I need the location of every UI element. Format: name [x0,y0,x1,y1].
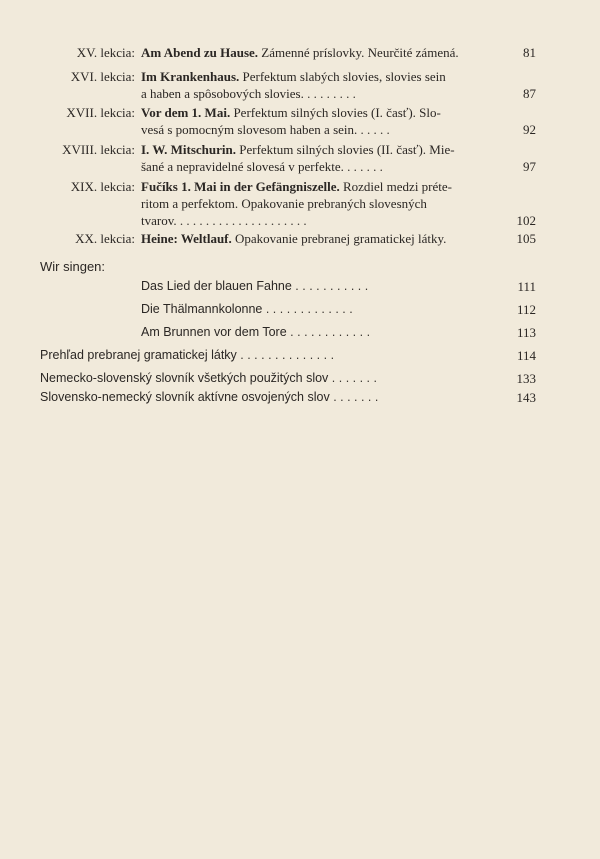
lesson-description [141,104,501,138]
lesson-topic-line-3: tvarov. [141,213,177,228]
lesson-description [141,178,501,229]
dot-leader: . . . . . . . [333,390,379,404]
dot-leader: . . . . . . . . . . . . . . . . . . . . [179,213,307,228]
lesson-title: Am Abend zu Hause. [141,45,259,60]
song-title-line [141,278,501,295]
page-number: 143 [516,390,536,405]
page-number: 133 [516,371,536,386]
lesson-topic-line-2: šané a nepravidelné slovesá v perfekte. [141,159,344,174]
lesson-title: Heine: Weltlauf. [141,231,232,246]
dot-leader: . . . . . . . . . . . . . [265,302,353,316]
songs-heading: Wir singen: [40,259,106,274]
lesson-topic-line-2: vesá s pomocným slovesom haben a sein. [141,122,358,137]
lesson-description [141,44,501,61]
dot-leader: . . . . . . . . . . . [295,279,369,293]
song-title-line [141,324,501,341]
dot-leader: . . . . . . . . . . . . . . [240,348,335,362]
song-title: Am Brunnen vor dem Tore [141,325,287,339]
appendix-title-line [40,347,500,364]
lesson-topic-line-1: Rozdiel medzi préte- [342,179,452,194]
lesson-label: XIX. lekcia: [70,179,135,194]
song-title: Das Lied der blauen Fahne [141,279,292,293]
page-number: 113 [516,325,536,340]
lesson-topic-line-2: ritom a perfektom. Opakovanie prebraných slovesných [141,196,427,211]
song-title: Die Thälmannkolonne [141,302,263,316]
lesson-topic-line-1: Opakovanie prebranej gramatickej látky. [235,231,447,246]
appendix-title: Nemecko-slovenský slovník všetkých použitých slov [40,371,329,385]
lesson-topic-line-2: a haben a spôsobových slovies. [141,86,304,101]
page-number: 102 [516,213,536,228]
lesson-label: XX. lekcia: [75,231,135,246]
appendix-title-line [40,389,500,406]
lesson-topic-line-1: Perfektum silných slovies (II. časť). Mie- [239,142,455,157]
page-number: 97 [523,159,536,174]
page-number: 114 [516,348,536,363]
lesson-description [141,141,501,175]
page-number: 105 [516,231,536,246]
dot-leader: . . . . . . [347,159,383,174]
page-number: 112 [516,302,536,317]
dot-leader: . . . . . . . . [307,86,356,101]
page-number: 92 [523,122,536,137]
page-number: 111 [517,279,536,294]
lesson-label: XVIII. lekcia: [62,142,135,157]
dot-leader: . . . . . . . [331,371,377,385]
lesson-topic-line-1: Perfektum silných slovies (I. časť). Slo- [233,105,441,120]
lesson-title: I. W. Mitschurin. [141,142,236,157]
page-number: 81 [523,45,536,60]
appendix-title: Slovensko-nemecký slovník aktívne osvojených slov [40,390,330,404]
page-number: 87 [523,86,536,101]
song-title-line [141,301,501,318]
lesson-label: XVI. lekcia: [70,69,135,84]
appendix-title: Prehľad prebranej gramatickej látky [40,348,237,362]
lesson-title: Fučíks 1. Mai in der Gefängniszelle. [141,179,340,194]
dot-leader: . . . . . [360,122,390,137]
lesson-description [141,230,501,247]
appendix-title-line [40,370,500,387]
dot-leader: . . . . . . . . . . . . [290,325,371,339]
lesson-description [141,68,501,102]
lesson-topic-line-1: Zámenné príslovky. Neurčité zámená. [261,45,459,60]
lesson-title: Vor dem 1. Mai. [141,105,231,120]
lesson-label: XV. lekcia: [76,45,135,60]
lesson-label: XVII. lekcia: [66,105,135,120]
lesson-title: Im Krankenhaus. [141,69,240,84]
lesson-topic-line-1: Perfektum slabých slovies, slovies sein [242,69,446,84]
